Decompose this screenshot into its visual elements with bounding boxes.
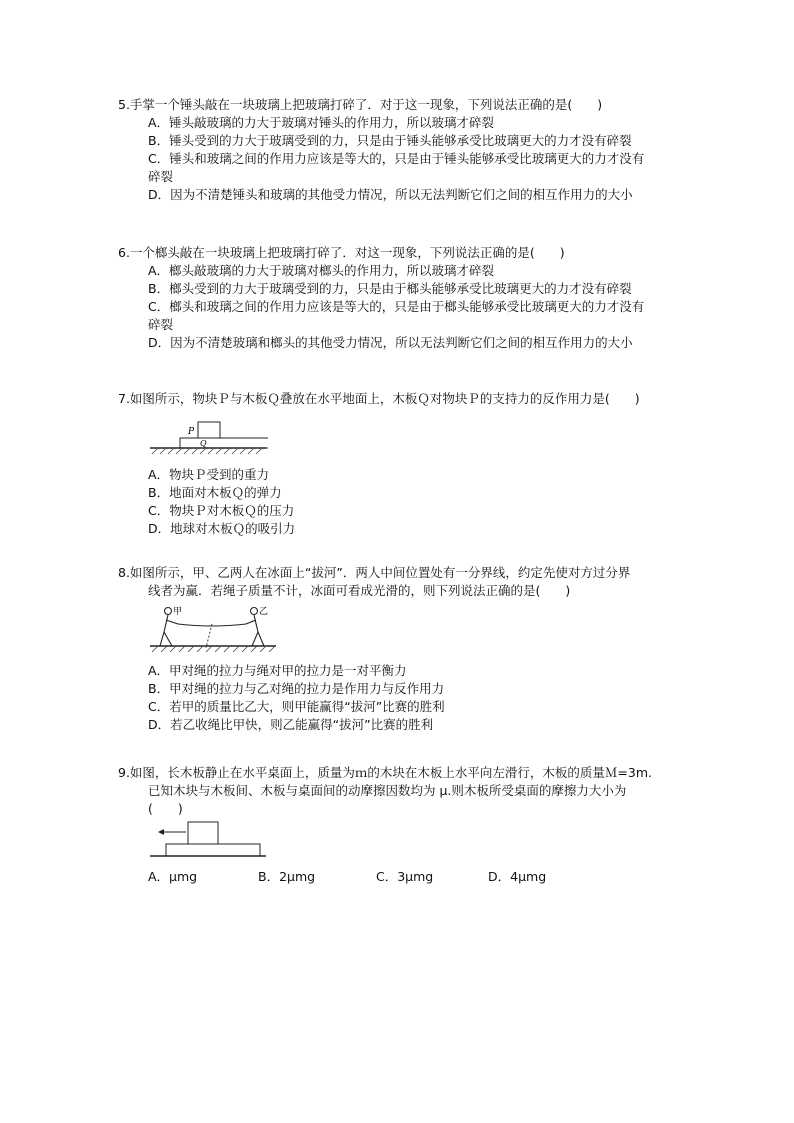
question-6-option-c-cont: 碎裂 bbox=[148, 317, 174, 332]
question-9-stem: 9.如图，长木板静止在水平桌面上，质量为ｍ的木块在木板上水平向左滑行，木板的质量Ｍ=3m. bbox=[118, 765, 653, 780]
question-5-option-b: B．锤头受到的力大于玻璃受到的力，只是由于锤头能够承受比玻璃更大的力才没有碎裂 bbox=[148, 133, 632, 148]
long-board bbox=[166, 844, 260, 856]
question-5 bbox=[118, 96, 718, 204]
question-9-stem-cont: 已知木块与木板间、木板与桌面间的动摩擦因数均为 μ.则木板所受桌面的摩擦力大小为 bbox=[148, 783, 627, 798]
question-5-option-a: A．锤头敲玻璃的力大于玻璃对锤头的作用力，所以玻璃才碎裂 bbox=[148, 115, 495, 130]
left-arrow-icon bbox=[158, 829, 164, 835]
question-5-option-d: D．因为不清楚锤头和玻璃的其他受力情况，所以无法判断它们之间的相互作用力的大小 bbox=[148, 187, 633, 202]
label-yi: 乙 bbox=[259, 607, 269, 617]
question-7-option-b: B．地面对木板Ｑ的弹力 bbox=[148, 485, 282, 500]
question-8-option-c: C．若甲的质量比乙大，则甲能赢得“拔河”比赛的胜利 bbox=[148, 699, 445, 714]
tug-of-war-figure bbox=[148, 602, 278, 658]
question-9 bbox=[118, 764, 718, 886]
board-q bbox=[180, 438, 268, 448]
question-7-option-d: D．地球对木板Ｑ的吸引力 bbox=[148, 521, 296, 536]
question-6-option-d: D．因为不清楚玻璃和榔头的其他受力情况，所以无法判断它们之间的相互作用力的大小 bbox=[148, 335, 633, 350]
question-6-option-c: C．榔头和玻璃之间的作用力应该是等大的，只是由于榔头能够承受比玻璃更大的力才没有 bbox=[148, 299, 645, 314]
question-8-stem: 8.如图所示，甲、乙两人在冰面上“拔河”．两人中间位置处有一分界线，约定先使对方过分界 bbox=[118, 565, 631, 580]
question-8-option-d: D．若乙收绳比甲快，则乙能赢得“拔河”比赛的胜利 bbox=[148, 717, 434, 732]
question-9-option-a: A．μmg bbox=[148, 869, 198, 884]
label-p: P bbox=[188, 427, 195, 437]
question-9-option-d: D．4μmg bbox=[488, 869, 547, 884]
question-5-option-c-cont: 碎裂 bbox=[148, 169, 174, 184]
stacked-blocks-figure bbox=[148, 410, 268, 462]
label-jia: 甲 bbox=[173, 607, 183, 617]
question-8 bbox=[118, 564, 718, 734]
question-8-option-b: B．甲对绳的拉力与乙对绳的拉力是作用力与反作用力 bbox=[148, 681, 445, 696]
question-7-stem: 7.如图所示，物块Ｐ与木板Ｑ叠放在水平地面上，木板Ｑ对物块Ｐ的支持力的反作用力是( ) bbox=[118, 391, 640, 406]
question-6-option-a: A．榔头敲玻璃的力大于玻璃对榔头的作用力，所以玻璃才碎裂 bbox=[148, 263, 495, 278]
label-q: Q bbox=[200, 439, 207, 448]
question-8-option-a: A．甲对绳的拉力与绳对甲的拉力是一对平衡力 bbox=[148, 663, 407, 678]
question-5-stem: 5.手掌一个锤头敲在一块玻璃上把玻璃打碎了．对于这一现象，下列说法正确的是( ) bbox=[118, 97, 603, 112]
question-6-stem: 6.一个榔头敲在一块玻璃上把玻璃打碎了．对这一现象，下列说法正确的是( ) bbox=[118, 245, 565, 260]
ice-hatching bbox=[152, 646, 275, 652]
question-6-option-b: B．榔头受到的力大于玻璃受到的力，只是由于榔头能够承受比玻璃更大的力才没有碎裂 bbox=[148, 281, 632, 296]
board-block-figure bbox=[148, 820, 268, 864]
question-7-option-a: A．物块Ｐ受到的重力 bbox=[148, 467, 270, 482]
question-6 bbox=[118, 244, 718, 352]
question-9-option-c: C．3μmg bbox=[376, 869, 434, 884]
question-9-options bbox=[118, 868, 718, 886]
question-9-stem-cont2: ( ) bbox=[148, 801, 183, 816]
dividing-line bbox=[206, 624, 212, 648]
ground-hatching bbox=[152, 448, 262, 454]
question-7-option-c: C．物块Ｐ对木板Ｑ的压力 bbox=[148, 503, 295, 518]
question-8-stem-cont: 线者为赢．若绳子质量不计，冰面可看成光滑的，则下列说法正确的是( ) bbox=[148, 583, 571, 598]
wooden-block bbox=[188, 822, 218, 844]
block-p bbox=[198, 422, 220, 438]
question-5-option-c: C．锤头和玻璃之间的作用力应该是等大的，只是由于锤头能够承受比玻璃更大的力才没有 bbox=[148, 151, 645, 166]
question-9-option-b: B．2μmg bbox=[258, 869, 316, 884]
question-7 bbox=[118, 390, 718, 538]
